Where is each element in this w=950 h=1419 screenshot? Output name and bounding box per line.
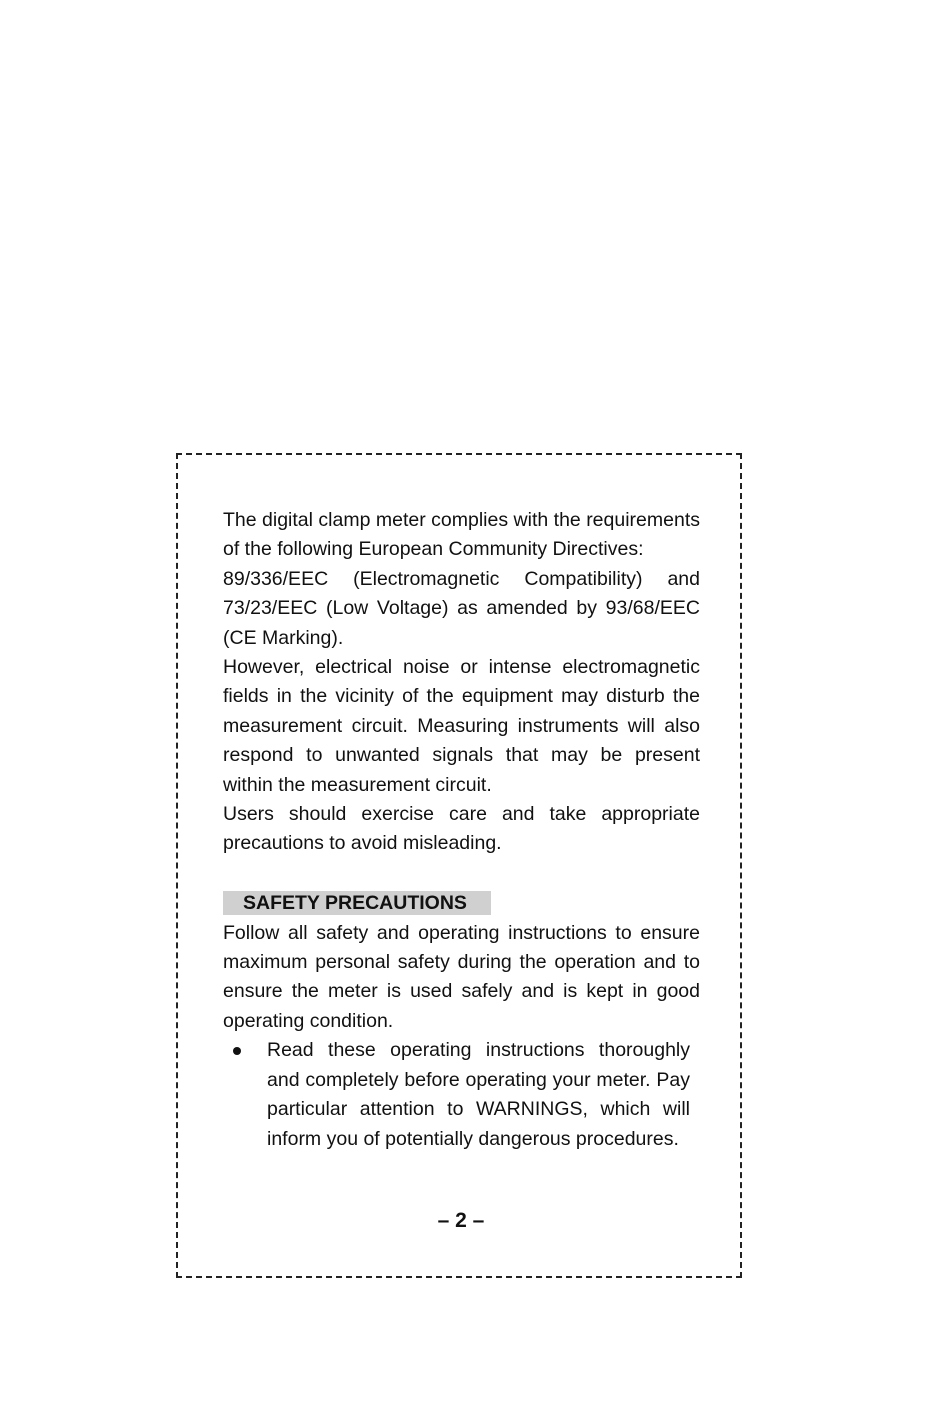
directives-paragraph: 89/336/EEC (Electromagnetic Compatibility) and 73/23/EEC (Low Voltage) as amended by 93/68/EEC (CE Marking). [223, 567, 700, 649]
bullet-icon [233, 1047, 241, 1055]
document-body [223, 506, 700, 1154]
compliance-paragraph: The digital clamp meter complies with the requirements of the following European Community Directives: [223, 509, 700, 561]
list-item [223, 1036, 690, 1154]
noise-paragraph: However, electrical noise or intense electromagnetic fields in the vicinity of the equipment may disturb the measurement circuit. Measuring instruments will also respond to unwanted signals that may be present within the measurement circuit. [223, 656, 700, 796]
safety-precautions-heading: SAFETY PRECAUTIONS [223, 891, 491, 915]
users-paragraph: Users should exercise care and take appropriate precautions to avoid misleading. [223, 803, 700, 855]
bullet-text: Read these operating instructions thoroughly and completely before operating your meter. Pay particular attention to WARNINGS, which will inform you of potentially dangerous procedures. [267, 1039, 690, 1150]
safety-intro-paragraph: Follow all safety and operating instructions to ensure maximum personal safety during the operation and to ensure the meter is used safely and is kept in good operating condition. [223, 921, 700, 1032]
safety-bullet-list [223, 1036, 700, 1154]
blank-line [223, 859, 700, 888]
page-number: – 2 – [437, 1209, 485, 1232]
